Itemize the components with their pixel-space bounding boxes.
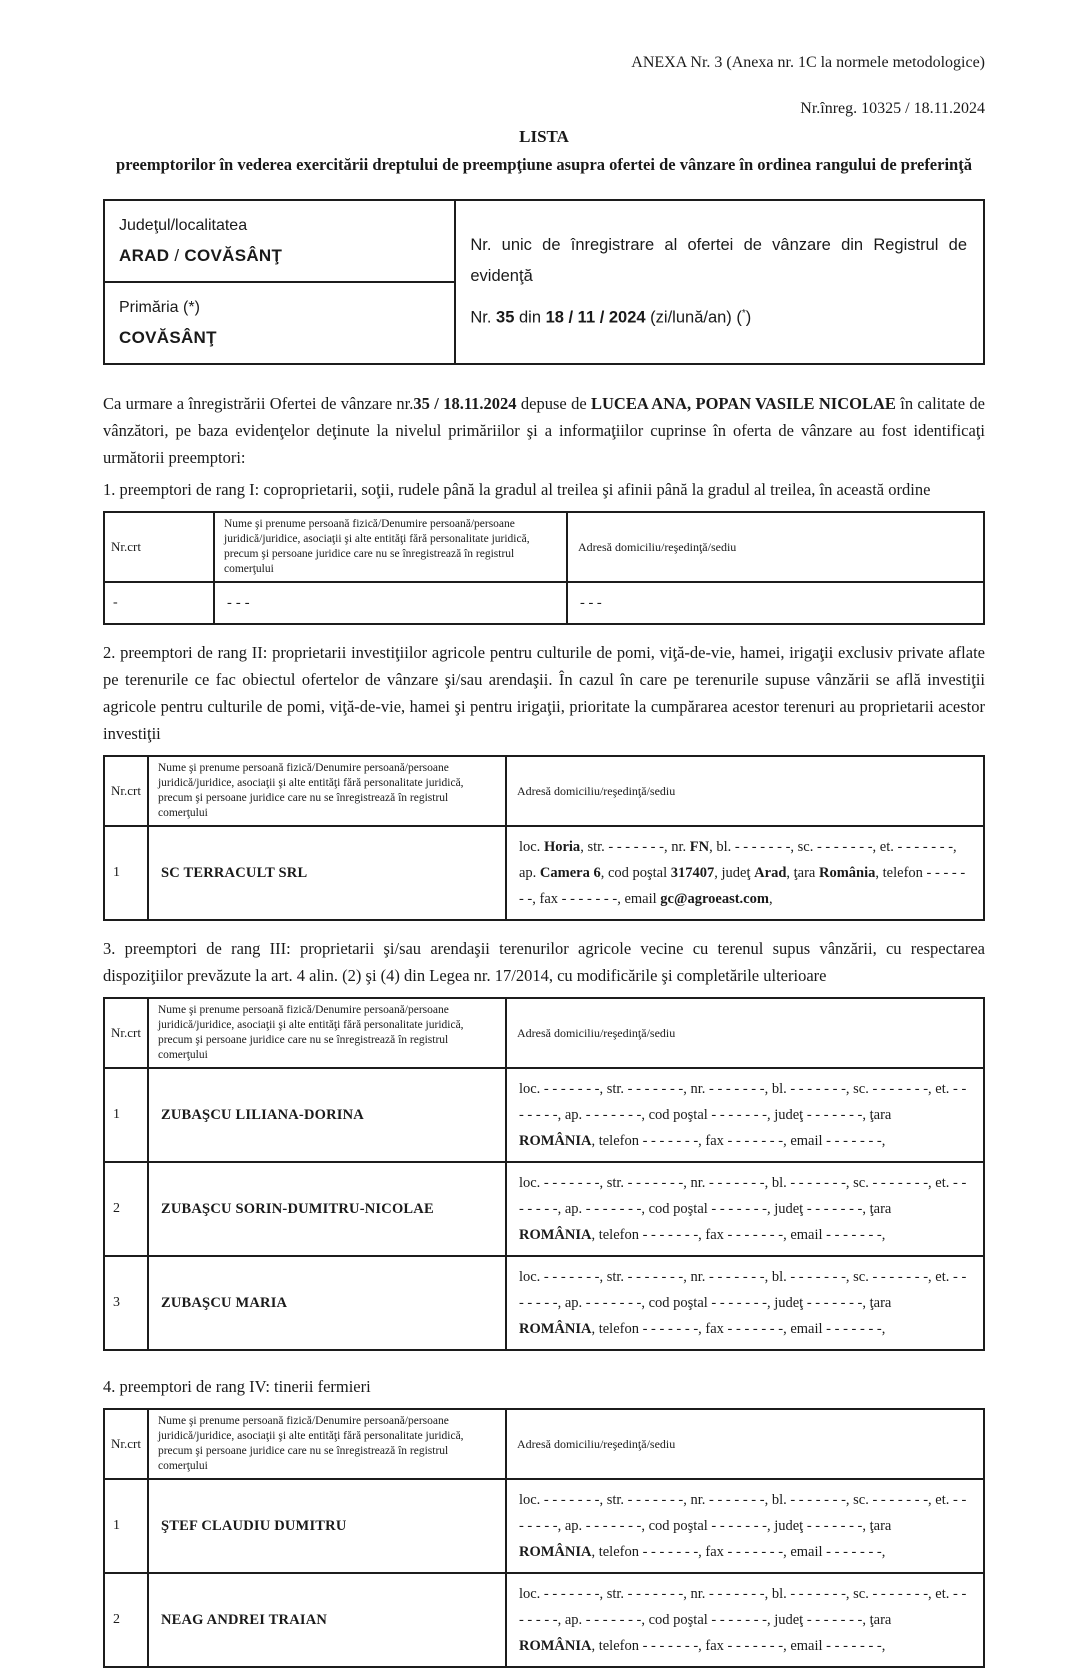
col-header-address: Adresă domiciliu/reşedinţă/sediu [567, 512, 984, 582]
preemptor-address: loc. - - - - - - -, str. - - - - - - -, nr. - - - - - - -, bl. - - - - - - -, sc. - - - - - - -, et. - - - - - - -, ap. - - - - - - -, cod poştal - - - - - - -, judeţ - - - - - - -, ţara ROMÂNIA, telefon - - - - - - -, fax - - - - - - -, email - - - - - - -, [506, 1256, 984, 1350]
cityhall-cell [104, 282, 455, 364]
rank3-table [103, 997, 985, 1351]
registration-description: Nr. unic de înregistrare al ofertei de vânzare din Registrul de evidenţă [470, 236, 967, 286]
table-header-row [104, 1409, 984, 1479]
row-number: 1 [104, 1479, 148, 1573]
row-number: 2 [104, 1162, 148, 1256]
section-rank4-heading: 4. preemptori de rang IV: tinerii fermieri [103, 1377, 371, 1396]
rank1-table [103, 511, 985, 625]
preemptor-address: loc. - - - - - - -, str. - - - - - - -, nr. - - - - - - -, bl. - - - - - - -, sc. - - - - - - -, et. - - - - - - -, ap. - - - - - - -, cod poştal - - - - - - -, judeţ - - - - - - -, ţara ROMÂNIA, telefon - - - - - - -, fax - - - - - - -, email - - - - - - -, [506, 1573, 984, 1667]
row-number: 1 [104, 1068, 148, 1162]
county-value: ARAD / COVĂSÂNŢ [119, 246, 283, 265]
table-header-row [104, 512, 984, 582]
page-title: LISTA [519, 127, 569, 146]
section-rank3-heading: 3. preemptori de rang III: proprietarii şi/sau arendaşii terenurilor agricole vecine cu terenul supus vânzării, cu respectarea dispoziţiilor prevăzute la art. 4 alin. (2) şi (4) din Legea nr. 17/2014, cu modificările şi completările ulterioare [103, 939, 985, 985]
preemptor-address: loc. - - - - - - -, str. - - - - - - -, nr. - - - - - - -, bl. - - - - - - -, sc. - - - - - - -, et. - - - - - - -, ap. - - - - - - -, cod poştal - - - - - - -, judeţ - - - - - - -, ţara ROMÂNIA, telefon - - - - - - -, fax - - - - - - -, email - - - - - - -, [506, 1068, 984, 1162]
table-row [104, 582, 984, 624]
row-number: 3 [104, 1256, 148, 1350]
page-subtitle: preemptorilor în vederea exercitării dreptului de preempţiune asupra ofertei de vânzare în ordinea rangului de preferinţă [116, 155, 972, 174]
col-header-nr: Nr.crt [104, 998, 148, 1068]
col-header-nr: Nr.crt [104, 512, 214, 582]
annex-reference: ANEXA Nr. 3 (Anexa nr. 1C la normele metodologice) [631, 54, 985, 71]
col-header-name: Nume şi prenume persoană fizică/Denumire persoană/persoane juridică/juridice, asociaţii şi alte entităţi fără personalitate juridică, precum şi persoane juridice care nu se înregistrează în registrul comerţului [214, 512, 567, 582]
cityhall-value: COVĂSÂNŢ [119, 328, 217, 347]
col-header-name: Nume şi prenume persoană fizică/Denumire persoană/persoane juridică/juridice, asociaţii şi alte entităţi fără personalitate juridică, precum şi persoane juridice care nu se înregistrează în registrul comerţului [148, 756, 506, 826]
registration-number-value: Nr. 35 din 18 / 11 / 2024 (zi/lună/an) (*) [470, 308, 752, 327]
table-header-row [104, 756, 984, 826]
preemptor-name: - - - [214, 582, 567, 624]
rank2-table [103, 755, 985, 921]
intro-paragraph: Ca urmare a înregistrării Ofertei de vânzare nr.35 / 18.11.2024 depuse de LUCEA ANA, POPAN VASILE NICOLAE în calitate de vânzători, pe baza evidenţelor deţinute la nivelul primăriilor şi a informaţiilor cuprinse în oferta de vânzare au fost identificaţi următorii preemptori: [103, 394, 985, 467]
preemptor-name: NEAG ANDREI TRAIAN [148, 1573, 506, 1667]
preemptor-address: loc. Horia, str. - - - - - - -, nr. FN, bl. - - - - - - -, sc. - - - - - - -, et. - - - - - - -, ap. Camera 6, cod poştal 317407, judeţ Arad, ţara România, telefon - - - - - - -, fax - - - - - - -, email gc@agroeast.com, [506, 826, 984, 920]
county-label: Judeţul/localitatea [119, 217, 248, 234]
table-row [104, 1573, 984, 1667]
col-header-name: Nume şi prenume persoană fizică/Denumire persoană/persoane juridică/juridice, asociaţii şi alte entităţi fără personalitate juridică, precum şi persoane juridice care nu se înregistrează în registrul comerţului [148, 998, 506, 1068]
col-header-name: Nume şi prenume persoană fizică/Denumire persoană/persoane juridică/juridice, asociaţii şi alte entităţi fără personalitate juridică, precum şi persoane juridice care nu se înregistrează în registrul comerţului [148, 1409, 506, 1479]
table-row [104, 1068, 984, 1162]
table-row [104, 1162, 984, 1256]
col-header-address: Adresă domiciliu/reşedinţă/sediu [506, 1409, 984, 1479]
col-header-address: Adresă domiciliu/reşedinţă/sediu [506, 756, 984, 826]
row-number: 2 [104, 1573, 148, 1667]
preemptor-address: - - - [567, 582, 984, 624]
preemptor-address: loc. - - - - - - -, str. - - - - - - -, nr. - - - - - - -, bl. - - - - - - -, sc. - - - - - - -, et. - - - - - - -, ap. - - - - - - -, cod poştal - - - - - - -, judeţ - - - - - - -, ţara ROMÂNIA, telefon - - - - - - -, fax - - - - - - -, email - - - - - - -, [506, 1162, 984, 1256]
preemptor-address: loc. - - - - - - -, str. - - - - - - -, nr. - - - - - - -, bl. - - - - - - -, sc. - - - - - - -, et. - - - - - - -, ap. - - - - - - -, cod poştal - - - - - - -, judeţ - - - - - - -, ţara ROMÂNIA, telefon - - - - - - -, fax - - - - - - -, email - - - - - - -, [506, 1479, 984, 1573]
preemptor-name: ZUBAŞCU LILIANA-DORINA [148, 1068, 506, 1162]
preemptor-name: ZUBAŞCU SORIN-DUMITRU-NICOLAE [148, 1162, 506, 1256]
unique-registration-cell [455, 200, 984, 364]
cityhall-label: Primăria (*) [119, 299, 200, 316]
section-rank1-heading: 1. preemptori de rang I: coproprietarii, soţii, rudele până la gradul al treilea şi afinii până la gradul al treilea, în această ordine [103, 480, 931, 499]
registration-number-line: Nr.înreg. 10325 / 18.11.2024 [800, 100, 985, 117]
col-header-nr: Nr.crt [104, 756, 148, 826]
registration-info-table [103, 199, 985, 365]
preemptor-name: SC TERRACULT SRL [148, 826, 506, 920]
row-number: 1 [104, 826, 148, 920]
col-header-nr: Nr.crt [104, 1409, 148, 1479]
table-row [104, 200, 984, 282]
section-rank2-heading: 2. preemptori de rang II: proprietarii investiţiilor agricole pentru culturile de pomi, viţă-de-vie, hamei, irigaţii exclusiv private aflate pe terenurile ce fac obiectul ofertelor de vânzare şi/sau arendaşii. În cazul în care pe terenurile supuse vânzării se află investiţii agricole pentru culturile de pomi, viţă-de-vie, hamei şi pentru irigaţii, prioritate la cumpărarea acestor terenuri au proprietarii acestor investiţii [103, 643, 985, 743]
row-number: - [104, 582, 214, 624]
rank4-table [103, 1408, 985, 1668]
preemptor-name: ŞTEF CLAUDIU DUMITRU [148, 1479, 506, 1573]
table-row [104, 1479, 984, 1573]
preemptor-name: ZUBAŞCU MARIA [148, 1256, 506, 1350]
table-header-row [104, 998, 984, 1068]
table-row [104, 826, 984, 920]
col-header-address: Adresă domiciliu/reşedinţă/sediu [506, 998, 984, 1068]
county-cell [104, 200, 455, 282]
table-row [104, 1256, 984, 1350]
